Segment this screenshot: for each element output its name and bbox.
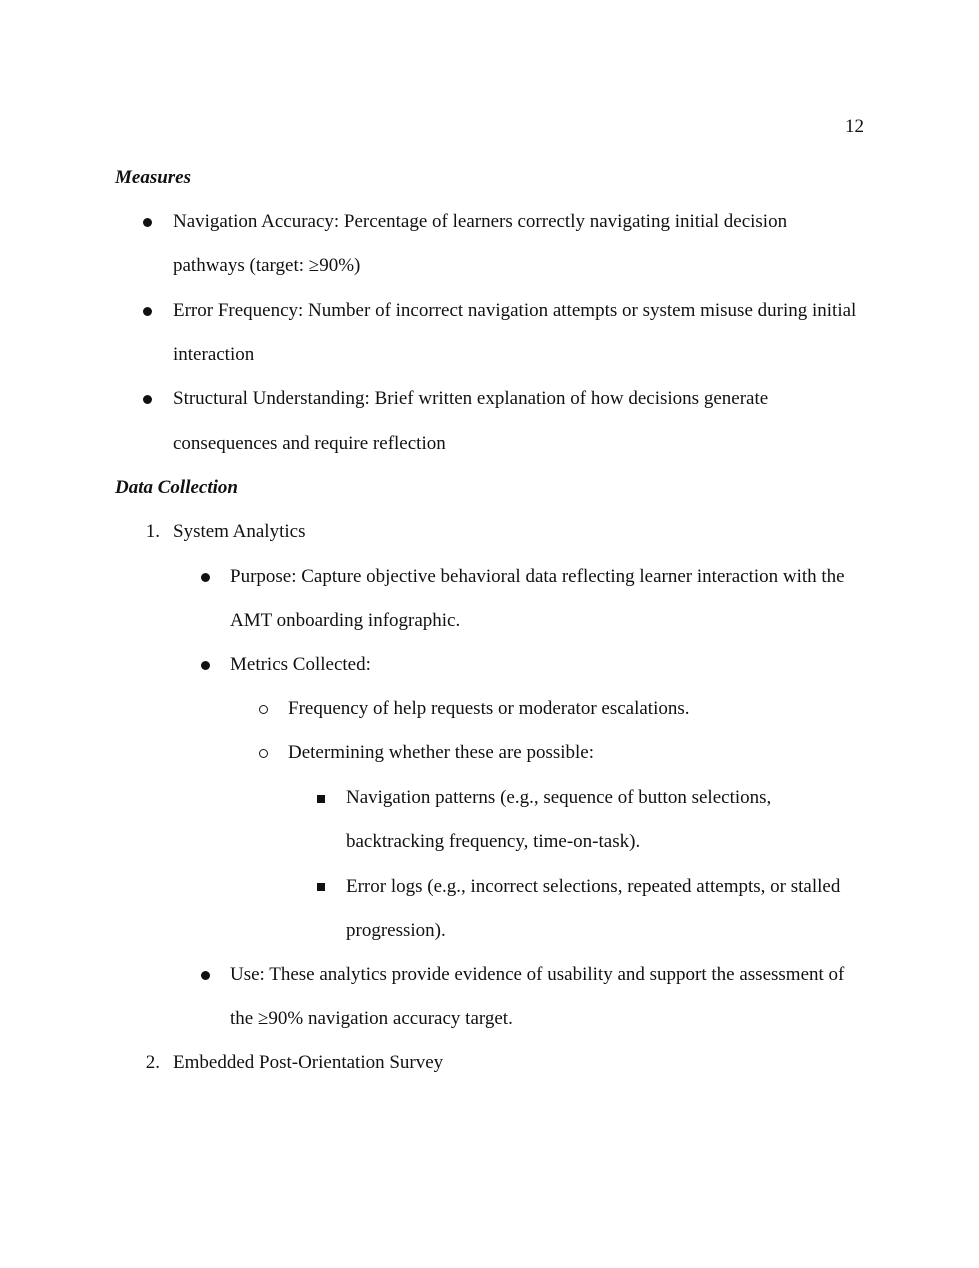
measure-item-navigation-accuracy-cont: pathways (target: ≥90%) <box>173 255 361 276</box>
list-number-2: 2. <box>145 1052 160 1073</box>
use-text-cont: the ≥90% navigation accuracy target. <box>230 1008 513 1029</box>
page-number: 12 <box>845 116 864 137</box>
bullet-square-icon <box>317 883 325 891</box>
bullet-square-icon <box>317 795 325 803</box>
purpose-text-cont: AMT onboarding infographic. <box>230 610 461 631</box>
bullet-dot-icon <box>201 573 210 582</box>
metric-help-requests: Frequency of help requests or moderator escalations. <box>288 698 690 719</box>
metric-navigation-patterns: Navigation patterns (e.g., sequence of button selections, <box>346 787 772 808</box>
bullet-circle-icon <box>259 705 268 714</box>
measure-item-error-frequency-cont: interaction <box>173 344 255 365</box>
bullet-circle-icon <box>259 749 268 758</box>
measure-item-navigation-accuracy: Navigation Accuracy: Percentage of learners correctly navigating initial decision <box>173 211 788 232</box>
measure-item-structural-understanding-cont: consequences and require reflection <box>173 433 446 454</box>
metrics-collected-label: Metrics Collected: <box>230 654 371 675</box>
section-heading-measures: Measures <box>115 167 192 188</box>
measure-item-error-frequency: Error Frequency: Number of incorrect navigation attempts or system misuse during initial <box>173 300 857 321</box>
list-number-1: 1. <box>145 521 160 542</box>
bullet-dot-icon <box>201 971 210 980</box>
metric-navigation-patterns-cont: backtracking frequency, time-on-task). <box>346 831 641 852</box>
metric-determining-possible: Determining whether these are possible: <box>288 742 595 763</box>
use-text: Use: These analytics provide evidence of usability and support the assessment of <box>230 964 845 985</box>
bullet-dot-icon <box>201 661 210 670</box>
metric-error-logs: Error logs (e.g., incorrect selections, repeated attempts, or stalled <box>346 876 841 897</box>
bullet-dot-icon <box>143 307 152 316</box>
bullet-dot-icon <box>143 218 152 227</box>
purpose-text: Purpose: Capture objective behavioral data reflecting learner interaction with the <box>230 566 845 587</box>
list-item-system-analytics: System Analytics <box>173 521 306 542</box>
measure-item-structural-understanding: Structural Understanding: Brief written explanation of how decisions generate <box>173 388 769 409</box>
list-item-post-orientation-survey: Embedded Post-Orientation Survey <box>173 1052 444 1073</box>
metric-error-logs-cont: progression). <box>346 920 446 941</box>
section-heading-data-collection: Data Collection <box>115 477 238 498</box>
bullet-dot-icon <box>143 395 152 404</box>
